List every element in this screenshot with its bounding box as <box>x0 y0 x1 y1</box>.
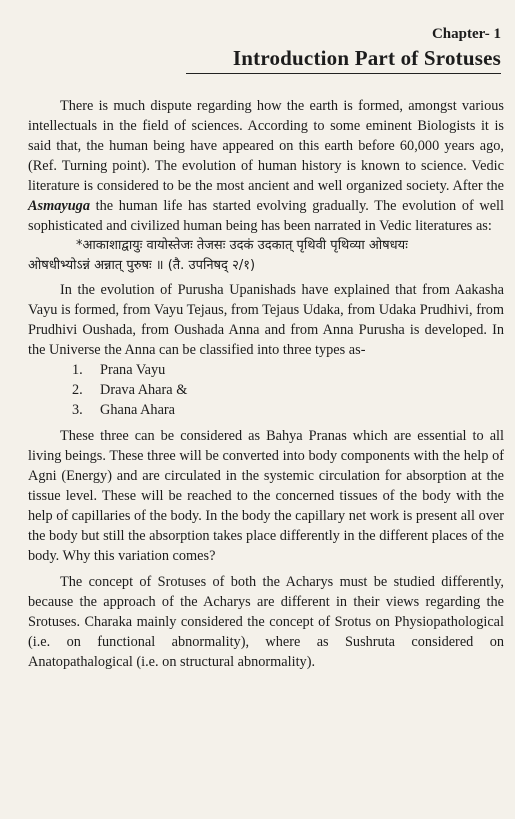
list-item: 3. Ghana Ahara <box>72 402 176 418</box>
paragraph-2-text: In the evolution of Purusha Upanishads have explained that from Aakasha Vayu is formed, from Vayu Tejaus, from Tejaus Udaka, from Udaka Prudhivi, from Prudhivi Oushada, from Oushada Anna and from Anna Purusha is developed. In the Universe the Anna can be classified into three types as- <box>28 282 504 358</box>
sanskrit-line-1: *आकाशाद्वायुः वायोस्तेजः तेजसः उदकं उदकात् पृथिवी पृथिव्या ओषधयः <box>76 238 408 253</box>
sanskrit-line-2: ओषधीभ्योऽन्नं अन्नात् पुरुषः ॥ (तै. उपनिषद् २/१) <box>28 258 256 273</box>
paragraph-1 <box>28 96 504 236</box>
paragraph-2 <box>28 280 504 360</box>
chapter-title: Introduction Part of Srotuses <box>232 46 501 70</box>
paragraph-4 <box>28 572 504 672</box>
sanskrit-verse <box>28 236 504 276</box>
list-item: 1. Prana Vayu <box>72 362 166 378</box>
anna-types-list <box>28 360 504 420</box>
paragraph-1-text-a: There is much dispute regarding how the earth is formed, amongst various intellectuals in the field of sciences. According to some eminent Biologists it is said that, the human being have appeared on this earth before 60,000 years ago, (Ref. Turning point). The evolution of human history is known to science. Vedic literature is considered to be the most ancient and well organized society. After the <box>28 98 504 194</box>
chapter-number: Chapter- 1 <box>431 26 501 42</box>
paragraph-3-text: These three can be considered as Bahya Pranas which are essential to all living beings. These three will be converted into body components with the help of Agni (Energy) and are circulated in the systemic circulation for absorption at the tissue level. These will be reached to the concerned tissues of the body with the help of capillaries of the body. In the body the capillary net work is present all over the body but still the absorption takes place differently in the different places of the body. Why this variation comes? <box>28 428 504 564</box>
list-item: 2. Drava Ahara & <box>72 382 188 398</box>
paragraph-4-text: The concept of Srotuses of both the Acharys must be studied differently, because the approach of the Acharys are different in their views regarding the Srotuses. Charaka mainly considered the concept of Srotus on Physiopathological (i.e. on functional abnormality), where as Sushruta considered on Anatopathalogical (i.e. on structural abnormality). <box>28 574 504 670</box>
title-underline <box>186 73 501 74</box>
page-body <box>28 96 504 672</box>
asmayuga-term: Asmayuga <box>28 198 90 214</box>
paragraph-1-text-b: the human life has started evolving gradually. The evolution of well sophisticated and civilized human being has been narrated in Vedic literatures as: <box>28 198 504 234</box>
paragraph-3 <box>28 426 504 566</box>
